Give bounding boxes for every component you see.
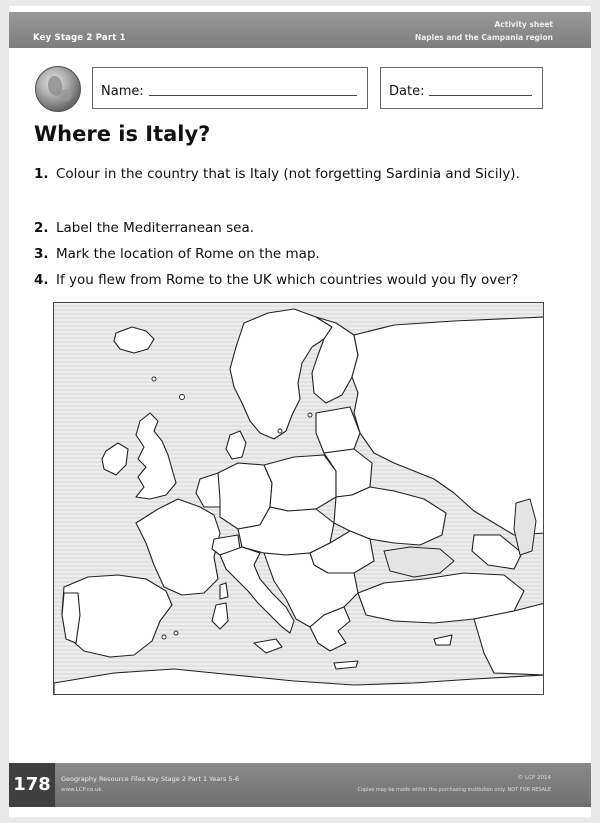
footer-bar [9,763,591,807]
question-text: Colour in the country that is Italy (not forgetting Sardinia and Sicily). [56,166,520,182]
map-sicily [254,639,282,653]
map-ireland [102,443,128,475]
header-right-line2: Naples and the Campania region [414,33,553,42]
question-number: 2. [34,220,49,236]
question-number: 3. [34,246,49,262]
page-title: Where is Italy? [34,122,211,146]
map-cyprus [434,635,452,645]
page-number: 178 [9,763,55,807]
question-text: Mark the location of Rome on the map. [56,246,320,262]
date-field[interactable] [380,67,543,109]
question-1 [34,164,524,184]
map-iceland [114,327,154,353]
map-black-sea [384,547,454,577]
map-corsica [220,583,228,599]
question-text: If you flew from Rome to the UK which countries would you fly over? [56,272,519,288]
footer-right1: © LCP 2014 [517,775,551,781]
map-great-britain [136,413,176,499]
header-right-line1: Activity sheet [494,20,553,29]
map-portugal [62,593,80,643]
footer-right2: Copies may be made within the purchasing institution only. NOT FOR RESALE [357,787,551,793]
question-4 [34,270,524,290]
question-text: Label the Mediterranean sea. [56,220,255,236]
name-line [149,95,357,96]
header-bar [9,12,591,48]
worksheet-page [9,6,591,817]
map-baltic-states [316,407,360,453]
name-label: Name: [101,84,144,99]
footer-line1: Geography Resource Files Key Stage 2 Part 1 Years 5-6 [61,775,239,783]
map-caspian-sea [514,499,536,555]
europe-map-svg [54,303,544,695]
footer-line2: www.LCP.co.uk [61,787,102,793]
map-poland [264,455,336,511]
map-crete [334,661,358,669]
europe-outline-map [53,302,544,695]
question-2 [34,218,524,238]
globe-icon [35,66,81,112]
question-number: 1. [34,166,49,182]
map-north-africa [54,669,544,695]
map-caucasus [472,535,522,569]
question-3 [34,244,524,264]
map-denmark [226,431,246,459]
header-left: Key Stage 2 Part 1 [33,33,126,43]
name-field[interactable] [92,67,368,109]
map-sardinia [212,603,228,629]
date-label: Date: [389,84,425,99]
date-line [429,95,532,96]
question-number: 4. [34,272,49,288]
